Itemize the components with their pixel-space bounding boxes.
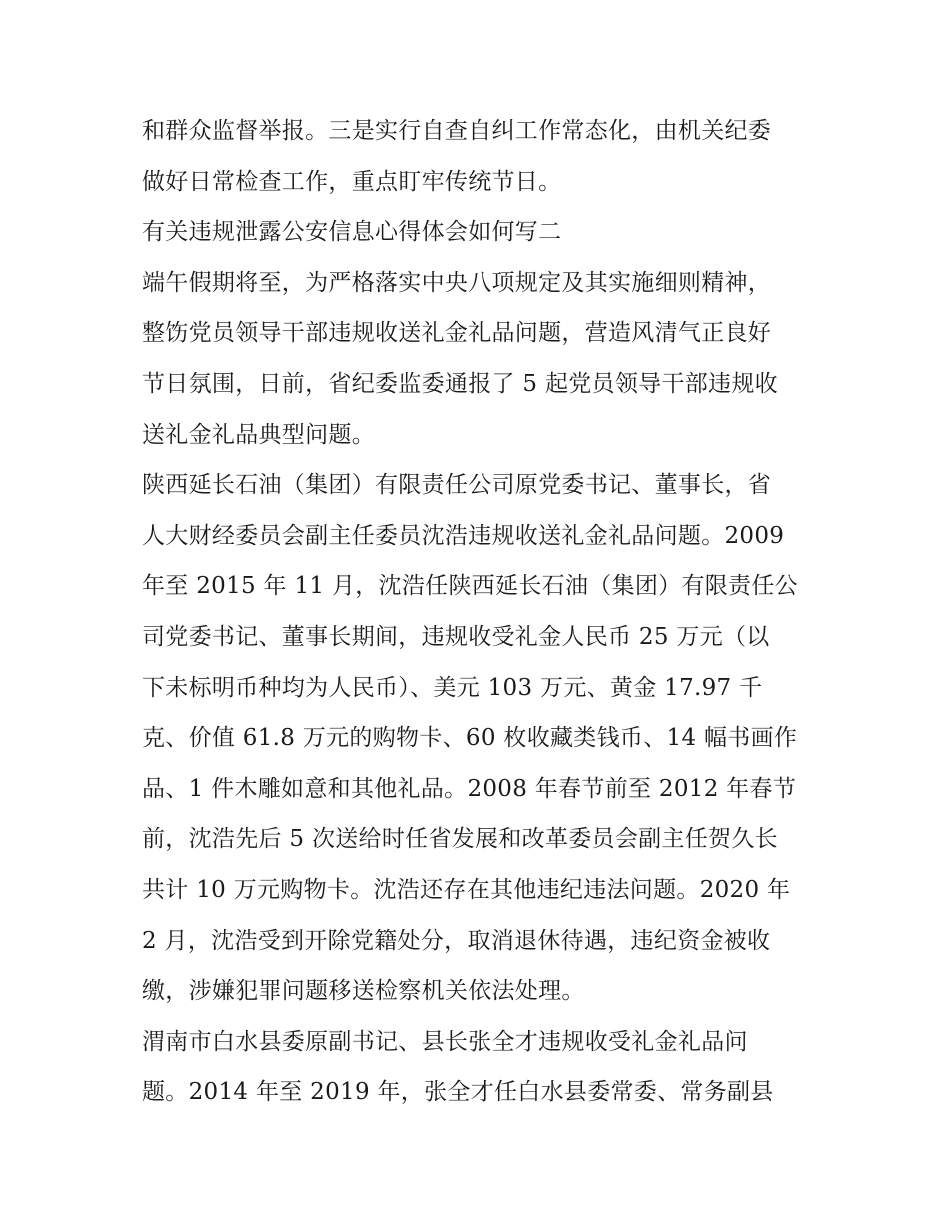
body-line: 送礼金礼品典型问题。 [142,421,375,448]
body-line: 年至 2015 年 11 月，沈浩任陕西延长石油（集团）有限责任公 [142,573,798,600]
body-line: 2 月，沈浩受到开除党籍处分，取消退休待遇，违纪资金被收 [142,927,771,954]
document-body [142,106,822,1118]
body-line: 司党委书记、董事长期间，违规收受礼金人民币 25 万元（以 [142,623,770,650]
body-line: 前，沈浩先后 5 次送给时任省发展和改革委员会副主任贺久长 [142,826,778,853]
body-line: 克、价值 61.8 万元的购物卡、60 枚收藏类钱币、14 幅书画作 [142,725,798,752]
body-line: 和群众监督举报。三是实行自查自纠工作常态化，由机关纪委 [142,118,772,144]
body-line: 节日氛围，日前，省纪委监委通报了 5 起党员领导干部违规收 [142,370,778,397]
body-line: 整饬党员领导干部违规收送礼金礼品问题，营造风清气正良好 [142,320,772,347]
body-line: 端午假期将至，为严格落实中央八项规定及其实施细则精神， [142,269,772,296]
body-line: 陕西延长石油（集团）有限责任公司原党委书记、董事长，省 [142,472,772,499]
body-line: 做好日常检查工作，重点盯牢传统节日。 [142,168,562,195]
body-line: 渭南市白水县委原副书记、县长张全才违规收受礼金礼品问 [142,1028,748,1055]
body-line: 共计 10 万元购物卡。沈浩还存在其他违纪违法问题。2020 年 [142,876,791,903]
body-line: 品、1 件木雕如意和其他礼品。2008 年春节前至 2012 年春节 [142,775,797,802]
section-heading: 有关违规泄露公安信息心得体会如何写二 [142,219,562,246]
body-line: 下未标明币种均为人民币）、美元 103 万元、黄金 17.97 千 [142,674,763,701]
body-line: 缴，涉嫌犯罪问题移送检察机关依法处理。 [142,978,585,1005]
body-line: 人大财经委员会副主任委员沈浩违规收送礼金礼品问题。2009 [142,522,785,549]
body-line: 题。2014 年至 2019 年，张全才任白水县委常委、常务副县 [142,1079,774,1106]
